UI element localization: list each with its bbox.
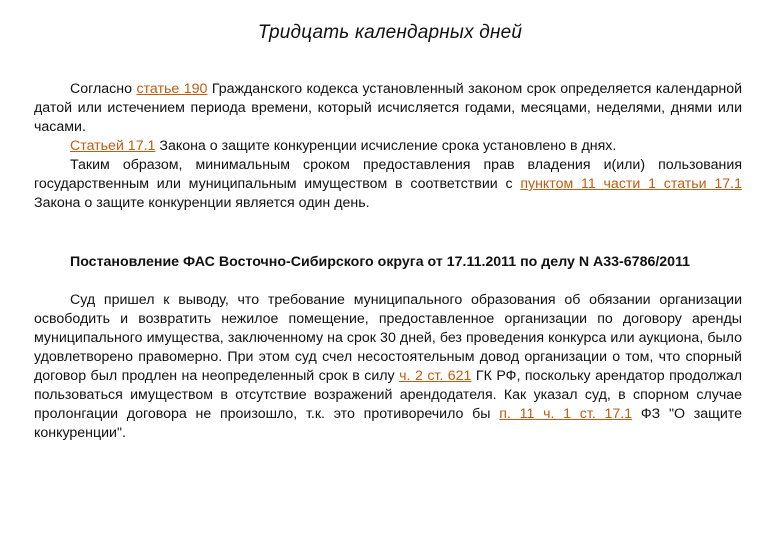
paragraph-article-17-1 xyxy=(34,137,742,156)
paragraph-article-190 xyxy=(34,80,742,137)
paragraph-text: Таким образом, минимальным сроком предоставления прав владения и(или) пользования государственным или муниципальным имуществом в соответствии с xyxy=(34,157,742,192)
paragraph-text: ФЗ "О защите конкуренции". xyxy=(34,406,743,441)
paragraph-text: Согласно xyxy=(70,81,137,97)
link-point-11-part-1-article-17-1[interactable]: пунктом 11 части 1 статьи 17.1 xyxy=(520,176,742,192)
paragraph-text: Закона о защите конкуренции является один день. xyxy=(34,195,370,211)
link-point-11-part-1-article-17-1-fz[interactable]: п. 11 ч. 1 ст. 17.1 xyxy=(499,406,633,422)
link-article-17-1[interactable]: Статьей 17.1 xyxy=(70,138,156,154)
resolution-heading xyxy=(34,253,742,272)
resolution-heading-text: Постановление ФАС Восточно-Сибирского округа от 17.11.2011 по делу N А33-6786/2011 xyxy=(70,254,691,270)
link-part-2-article-621[interactable]: ч. 2 ст. 621 xyxy=(399,368,472,384)
paragraph-minimum-term xyxy=(34,156,742,213)
paragraph-court-ruling xyxy=(34,291,742,443)
paragraph-text: Суд пришел к выводу, что требование муниципального образования об обязании организации освободить и возвратить нежилое помещение, предоставленное организации по договору аренды муниципального имущества, заключенному на срок 30 дней, без проведения конкурса или аукциона, было удовлетворено правомерно. При этом суд счел несостоятельным довод организации о том, что спорный договор был продлен на неопределенный срок в силу xyxy=(34,292,742,384)
page-title: Тридцать календарных дней xyxy=(257,22,523,43)
paragraph-text: ГК РФ, поскольку арендатор продолжал пользоваться имуществом в отсутствие возражений арендодателя. Как указал суд, в спорном случае пролонгации договора не произошло, т.к. это противоречило бы xyxy=(34,368,743,422)
link-article-190[interactable]: статье 190 xyxy=(136,81,208,97)
paragraph-text: Гражданского кодекса установленный законом срок определяется календарной датой или истечением периода времени, который исчисляется годами, месяцами, неделями, днями или часами. xyxy=(34,81,743,135)
paragraph-text: Закона о защите конкуренции исчисление срока установлено в днях. xyxy=(155,138,617,154)
